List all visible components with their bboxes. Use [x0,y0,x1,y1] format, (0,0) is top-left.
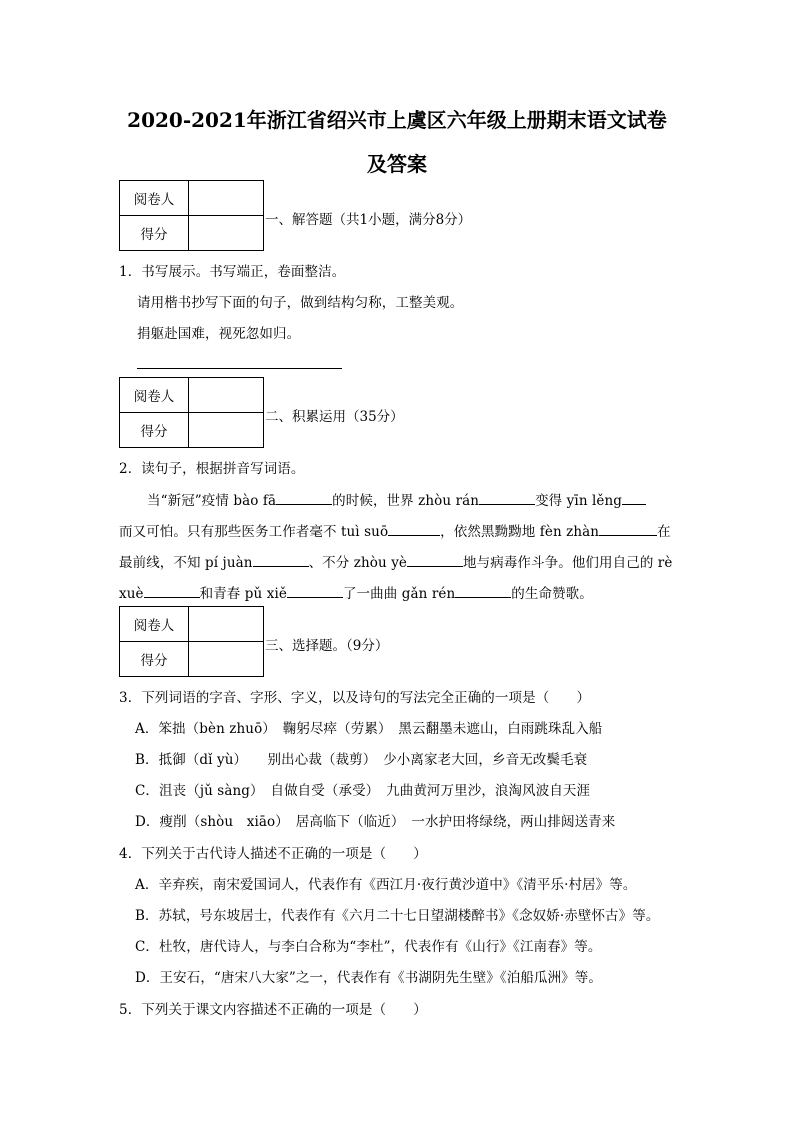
text-segment: 了一曲曲 gǎn rén [342,586,456,602]
question-2-line-2 [119,520,671,540]
grader-table-1 [119,180,264,251]
text-segment: 在 [657,524,671,540]
score-label: 得分 [120,216,189,251]
section-3-heading: 三、选择题。（9分） [265,638,389,654]
blank[interactable] [388,522,440,536]
section-1-heading: 一、解答题（共1小题，满分8分） [265,212,472,228]
grader-table-2 [119,377,264,448]
grader-field[interactable] [189,181,264,216]
score-field[interactable] [189,413,264,448]
text-segment: 而又可怕。只有那些医务工作者毫不 tuì suō [119,524,389,540]
text-segment: ，依然黑黝黝地 fèn zhàn [440,524,600,540]
answer-line-1[interactable] [137,368,342,369]
question-3: 3．下列词语的字音、字形、字义，以及诗句的写法完全正确的一项是（ ） [119,690,591,706]
text-segment: 、不分 zhòu yè [308,555,408,571]
question-1-sentence: 捐躯赴国难，视死忽如归。 [137,326,301,342]
blank[interactable] [276,491,332,505]
question-4-option-a[interactable]: A．辛弃疾，南宋爱国词人，代表作有《西江月·夜行黄沙道中》《清平乐·村居》等。 [135,877,637,893]
text-segment: 当“新冠”疫情 bào fā [147,493,277,509]
text-segment: 最前线，不知 pí juàn [119,555,253,571]
grader-field[interactable] [189,378,264,413]
text-segment: 的时候，世界 zhòu rán [332,493,480,509]
grader-label: 阅卷人 [120,181,189,216]
section-2-heading: 二、积累运用（35分） [265,409,404,425]
grader-label: 阅卷人 [120,607,189,642]
question-1: 1．书写展示。书写端正，卷面整洁。 [119,264,346,280]
question-3-option-b[interactable]: B．抵御（dǐ yù） 别出心裁（裁剪） 少小离家老大回，乡音无改鬓毛衰 [135,752,588,768]
text-segment: xuè [119,586,144,602]
blank[interactable] [287,584,343,598]
question-4-option-c[interactable]: C．杜牧，唐代诗人，与李白合称为“李杜”，代表作有《山行》《江南春》等。 [135,939,602,955]
question-2-line-3 [119,551,672,571]
grader-label: 阅卷人 [120,378,189,413]
blank[interactable] [479,491,535,505]
question-3-option-a[interactable]: A．笨拙（bèn zhuō） 鞠躬尽瘁（劳累） 黑云翻墨未遮山，白雨跳珠乱入船 [135,721,603,737]
question-2-line-4 [119,582,593,602]
question-5: 5．下列关于课文内容描述不正确的一项是（ ） [119,1002,427,1018]
page-title-continued: 及答案 [367,152,427,176]
question-2-line-1 [147,489,646,509]
question-4: 4．下列关于古代诗人描述不正确的一项是（ ） [119,846,427,862]
question-4-option-d[interactable]: D．王安石，“唐宋八大家”之一，代表作有《书湖阴先生壁》《泊船瓜洲》等。 [135,970,602,986]
text-segment: 地与病毒作斗争。他们用自己的 rè [463,555,673,571]
score-field[interactable] [189,216,264,251]
grader-field[interactable] [189,607,264,642]
blank[interactable] [407,553,463,567]
blank[interactable] [455,584,511,598]
text-segment: 的生命赞歌。 [511,586,593,602]
score-field[interactable] [189,642,264,677]
question-1-instruction: 请用楷书抄写下面的句子，做到结构匀称，工整美观。 [137,295,464,311]
blank[interactable] [253,553,309,567]
score-label: 得分 [120,642,189,677]
page-title: 2020-2021年浙江省绍兴市上虞区六年级上册期末语文试卷 [127,108,667,132]
text-segment: 和青春 pǔ xiě [199,586,287,602]
question-3-option-d[interactable]: D．瘦削（shòu xiāo） 居高临下（临近） 一水护田将绿绕，两山排闼送青来 [135,814,616,830]
score-label: 得分 [120,413,189,448]
blank[interactable] [144,584,200,598]
question-4-option-b[interactable]: B．苏轼，号东坡居士，代表作有《六月二十七日望湖楼醉书》《念奴娇·赤壁怀古》等。 [135,908,660,924]
text-segment: 变得 yīn lěng [535,493,623,509]
question-3-option-c[interactable]: C．沮丧（jǔ sàng） 自做自受（承受） 九曲黄河万里沙，浪淘风波自天涯 [135,783,591,799]
blank[interactable] [599,522,657,536]
grader-table-3 [119,606,264,677]
question-2: 2．读句子，根据拼音写词语。 [119,461,305,477]
blank[interactable] [622,491,646,505]
